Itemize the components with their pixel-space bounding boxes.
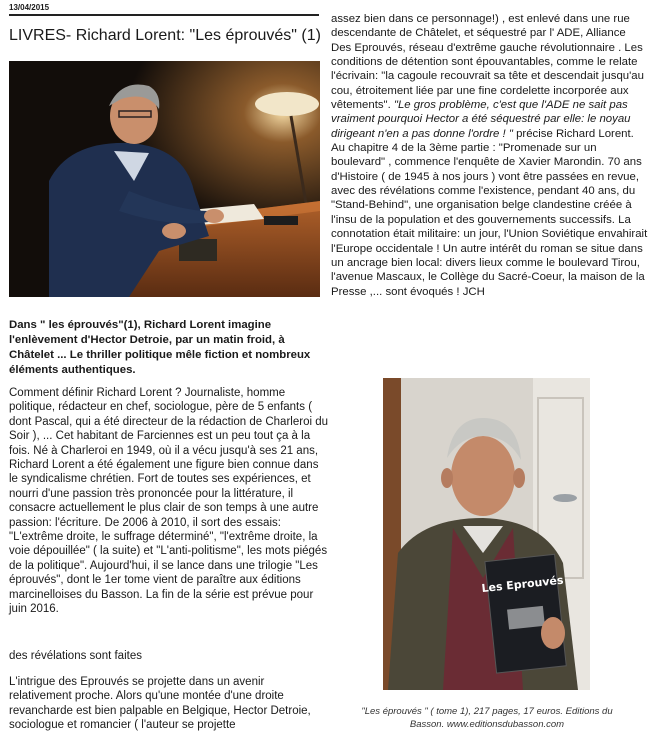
article-title: LIVRES- Richard Lorent: "Les éprouvés" (1) (9, 27, 321, 44)
article-body-right-quote: "Le gros problème, c'est que l'ADE ne sait pas vraiment pourquoi Hector a été séquestré par elle: le noyau dirigeant n'en a pas donne l'ordre ! " (331, 99, 631, 140)
photo2-caption: "Les éprouvés " ( tome 1), 217 pages, 17 euros. Editions du Basson. www.editionsdubasson.com (361, 706, 613, 730)
article-body-right (331, 12, 649, 299)
article-subhead: des révélations sont faites (9, 650, 142, 662)
article-body-right-part1: assez bien dans ce personnage!) , est enlevé dans une rue descendante de Châtelet, et séquestré par l' ADE, Alliance Des Eprouvés, réseau d'extrême gauche révolutionnaire . Les conditions de détention sont épouvantables, comme le relate l'écrivain: "la cagoule recouvrait sa tête et descendait jusqu'au cou, étroitement liée par une fine cordelette incorporée aux vêtements". (331, 13, 644, 112)
article-body-right-part2: précise Richard Lorent. Au chapitre 4 de la 3ème partie : "Promenade sur un boulevard" , commence l'enquête de Xavier Marondin. 70 ans d'Histoire ( de 1945 à nos jours ) vont être passées en revue, avec des révélations comme l'existence, pendant 40 ans, du "Stand-Behind", une organisation belge clandestine créée à l'insu de la population et des gouvernements successifs. La connotation était militaire: un jour, l'Union Soviétique envahirait l'Europe occidentale ! Un autre intérêt du roman se situe dans un ancrage bien local: divers lieux comme le boulevard Tirou, l'avenue Mascaux, le Collège du Sacré-Coeur, la maison de la Presse ,... sont évoqués ! JCH (331, 127, 648, 298)
author-writing-photo (9, 61, 320, 297)
article-body-left-continued: L'intrigue des Eprouvés se projette dans un avenir relativement proche. Alors qu'une montée d'une droite revancharde est bien palpable en Belgique, Hector Detroie, sociologue et romancier ( l'auteur se projette (9, 676, 311, 732)
article-body-left: Comment définir Richard Lorent ? Journaliste, homme politique, rédacteur en chef, sociologue, père de 5 enfants ( dont Pascal, qui a été directeur de la rédaction de Charleroi du Soir ), ... Cet habitant de Farciennes est un peu tout ça à la fois. Né à Charleroi en 1949, où il a vécu jusqu'à ses 21 ans, Richard Lorent a été également une figure bien connue dans le syndicalisme chrétien. Fort de toutes ses expériences, et nourri d'une passion très prononcée pour la littérature, il consacre actuellement le plus clair de son temps à une autre passion: l'écriture. De 2006 à 2010, il sort des essais: "L'extrême droite, le suffrage déterminé", "l'extrême droite, la voie dépouillée" ( la suite) et "L'anti-politisme", les mots piégés de la politique". Aujourd'hui, il se lance dans une trilogie "Les éprouvés", dont le 1er tome vient de paraître aux éditions marcinelloises du Basson. La fin de la série est prévue pour juin 2016. (9, 387, 329, 616)
header-rule (9, 14, 319, 16)
author-with-book-photo (383, 378, 590, 690)
article-date: 13/04/2015 (9, 3, 50, 12)
article-lead: Dans " les éprouvés"(1), Richard Lorent imagine l'enlèvement d'Hector Detroie, par un matin froid, à Châtelet ... Le thriller politique mêle fiction et nombreux éléments authentiques. (9, 319, 311, 376)
book-cover-title: Les Eprouvés (480, 573, 565, 596)
